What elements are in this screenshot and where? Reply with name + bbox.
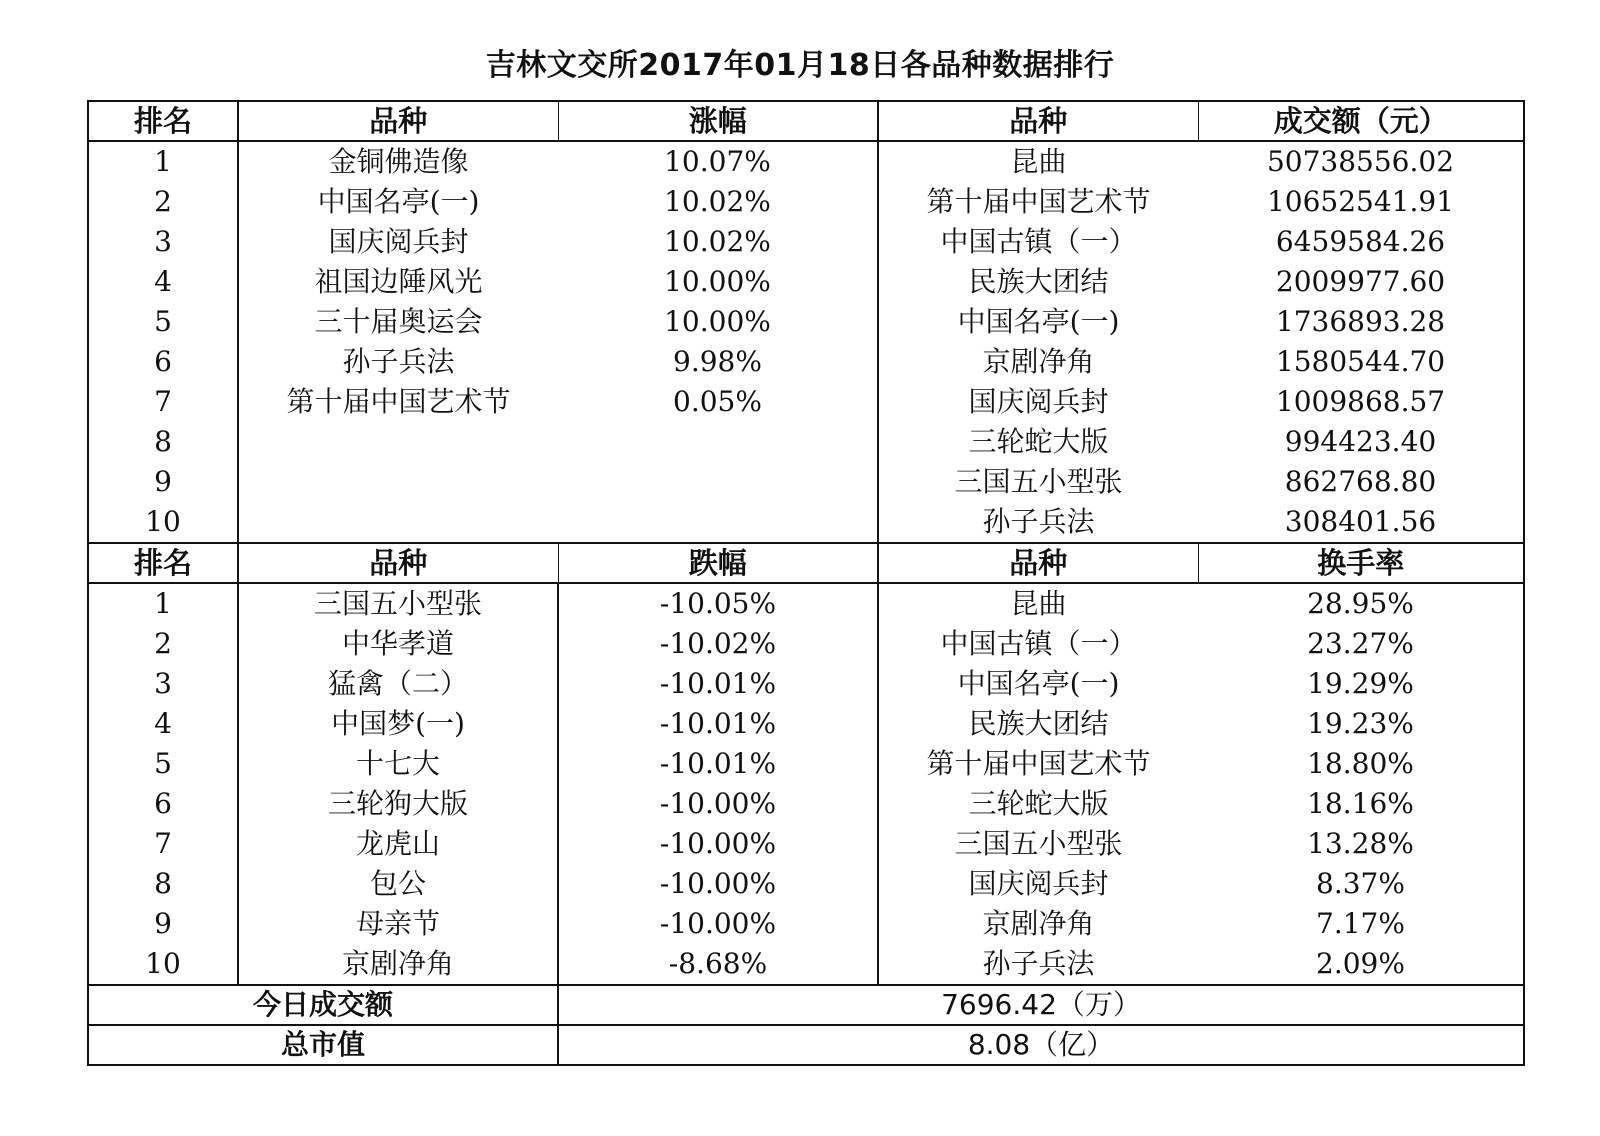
rank-cell: 10	[145, 505, 181, 538]
volume-name-cell: 第十届中国艺术节	[878, 182, 1198, 222]
gain-name-cell	[238, 462, 558, 502]
page-title: 吉林文交所2017年01月18日各品种数据排行	[485, 48, 1115, 83]
header-loss-pct: 跌幅	[558, 543, 878, 583]
table-row	[88, 262, 1524, 302]
volume-name-cell: 昆曲	[878, 141, 1198, 182]
table-row	[88, 824, 1524, 864]
footer-market-cap-row	[88, 1025, 1524, 1065]
turnover-name-cell: 国庆阅兵封	[878, 864, 1198, 904]
volume-amount-cell: 1009868.57	[1275, 385, 1446, 418]
volume-amount-cell: 50738556.02	[1266, 145, 1455, 178]
volume-amount-cell: 10652541.91	[1266, 185, 1455, 218]
gain-pct-cell: 10.00%	[664, 305, 771, 338]
volume-name-cell: 国庆阅兵封	[878, 382, 1198, 422]
rank-cell: 5	[154, 747, 172, 780]
gain-name-cell: 三十届奥运会	[238, 302, 558, 342]
table-row	[88, 664, 1524, 704]
footer-section	[88, 985, 1524, 1065]
loss-pct-cell: -10.01%	[558, 664, 878, 704]
gain-pct-cell: 10.07%	[664, 145, 771, 178]
rank-cell: 3	[154, 225, 172, 258]
loss-pct-cell: -10.00%	[558, 864, 878, 904]
loss-pct-cell: -10.00%	[558, 824, 878, 864]
table-row	[88, 382, 1524, 422]
table-row	[88, 944, 1524, 985]
table-row	[88, 583, 1524, 624]
turnover-name-cell: 民族大团结	[878, 704, 1198, 744]
loss-pct-cell: -10.00%	[558, 904, 878, 944]
volume-amount-cell: 6459584.26	[1275, 225, 1446, 258]
rank-cell: 1	[154, 145, 172, 178]
rank-cell: 4	[154, 265, 172, 298]
loss-name-cell: 三国五小型张	[238, 583, 558, 624]
volume-name-cell: 中国名亭(一)	[878, 302, 1198, 342]
loss-name-cell: 中国梦(一)	[238, 704, 558, 744]
gain-name-cell	[238, 502, 558, 543]
turnover-rate-cell: 2.09%	[1316, 947, 1405, 980]
ranking-table	[87, 100, 1525, 1066]
volume-amount-cell: 862768.80	[1284, 465, 1437, 498]
table-row	[88, 462, 1524, 502]
table-row	[88, 784, 1524, 824]
loss-name-cell: 三轮狗大版	[238, 784, 558, 824]
rank-cell: 7	[154, 385, 172, 418]
volume-name-cell: 三轮蛇大版	[878, 422, 1198, 462]
gain-pct-cell	[558, 462, 878, 502]
volume-name-cell: 三国五小型张	[878, 462, 1198, 502]
turnover-rate-cell: 18.16%	[1307, 787, 1414, 820]
bottom-header-row	[88, 543, 1524, 583]
turnover-rate-cell: 13.28%	[1307, 827, 1414, 860]
market-cap-value: 8.08（亿）	[558, 1025, 1524, 1065]
rank-cell: 5	[154, 305, 172, 338]
table-row	[88, 744, 1524, 784]
header-turnover-name: 品种	[878, 543, 1198, 583]
today-turnover-label: 今日成交额	[88, 985, 558, 1025]
rank-cell: 7	[154, 827, 172, 860]
volume-amount-cell: 308401.56	[1284, 505, 1437, 538]
today-turnover-value: 7696.42（万）	[558, 985, 1524, 1025]
header-gain-name: 品种	[238, 101, 558, 141]
turnover-name-cell: 昆曲	[878, 583, 1198, 624]
rank-cell: 6	[154, 787, 172, 820]
turnover-name-cell: 中国古镇（一）	[878, 624, 1198, 664]
loss-pct-cell: -8.68%	[558, 944, 878, 985]
top-section	[88, 101, 1524, 543]
loss-pct-cell: -10.01%	[558, 704, 878, 744]
rank-cell: 9	[154, 465, 172, 498]
header-turnover-rate: 换手率	[1198, 543, 1524, 583]
loss-name-cell: 母亲节	[238, 904, 558, 944]
rank-cell: 3	[154, 667, 172, 700]
table-row	[88, 864, 1524, 904]
table-row	[88, 904, 1524, 944]
loss-name-cell: 猛禽（二）	[238, 664, 558, 704]
turnover-name-cell: 第十届中国艺术节	[878, 744, 1198, 784]
gain-pct-cell	[558, 422, 878, 462]
turnover-rate-cell: 19.29%	[1307, 667, 1414, 700]
table-row	[88, 342, 1524, 382]
turnover-rate-cell: 28.95%	[1307, 587, 1414, 620]
volume-amount-cell: 2009977.60	[1275, 265, 1446, 298]
loss-name-cell: 龙虎山	[238, 824, 558, 864]
table-row	[88, 141, 1524, 182]
turnover-rate-cell: 23.27%	[1307, 627, 1414, 660]
rank-cell: 8	[154, 425, 172, 458]
loss-pct-cell: -10.00%	[558, 784, 878, 824]
rank-cell: 10	[145, 947, 181, 980]
loss-pct-cell: -10.01%	[558, 744, 878, 784]
volume-amount-cell: 1580544.70	[1275, 345, 1446, 378]
rank-cell: 8	[154, 867, 172, 900]
turnover-rate-cell: 8.37%	[1316, 867, 1405, 900]
rank-cell: 6	[154, 345, 172, 378]
rank-cell: 1	[154, 587, 172, 620]
turnover-name-cell: 京剧净角	[878, 904, 1198, 944]
gain-pct-cell: 9.98%	[673, 345, 762, 378]
volume-amount-cell: 994423.40	[1284, 425, 1437, 458]
table-row	[88, 182, 1524, 222]
volume-name-cell: 京剧净角	[878, 342, 1198, 382]
turnover-name-cell: 中国名亭(一)	[878, 664, 1198, 704]
loss-pct-cell: -10.05%	[558, 583, 878, 624]
loss-name-cell: 包公	[238, 864, 558, 904]
rank-cell: 2	[154, 627, 172, 660]
table-row	[88, 302, 1524, 342]
header-rank: 排名	[88, 101, 238, 141]
table-row	[88, 704, 1524, 744]
turnover-name-cell: 三轮蛇大版	[878, 784, 1198, 824]
bottom-section	[88, 543, 1524, 985]
gain-name-cell: 孙子兵法	[238, 342, 558, 382]
header-gain-pct: 涨幅	[558, 101, 878, 141]
turnover-rate-cell: 18.80%	[1307, 747, 1414, 780]
gain-name-cell	[238, 422, 558, 462]
turnover-rate-cell: 19.23%	[1307, 707, 1414, 740]
gain-name-cell: 祖国边陲风光	[238, 262, 558, 302]
header-rank: 排名	[88, 543, 238, 583]
volume-name-cell: 孙子兵法	[878, 502, 1198, 543]
gain-name-cell: 中国名亭(一)	[238, 182, 558, 222]
header-volume-name: 品种	[878, 101, 1198, 141]
loss-name-cell: 中华孝道	[238, 624, 558, 664]
header-loss-name: 品种	[238, 543, 558, 583]
gain-pct-cell: 10.02%	[664, 225, 771, 258]
volume-amount-cell: 1736893.28	[1275, 305, 1446, 338]
market-cap-label: 总市值	[88, 1025, 558, 1065]
turnover-name-cell: 孙子兵法	[878, 944, 1198, 985]
loss-name-cell: 十七大	[238, 744, 558, 784]
table-row	[88, 624, 1524, 664]
table-row	[88, 502, 1524, 543]
rank-cell: 2	[154, 185, 172, 218]
footer-turnover-row	[88, 985, 1524, 1025]
table-row	[88, 222, 1524, 262]
volume-name-cell: 中国古镇（一）	[878, 222, 1198, 262]
turnover-name-cell: 三国五小型张	[878, 824, 1198, 864]
table-row	[88, 422, 1524, 462]
gain-name-cell: 国庆阅兵封	[238, 222, 558, 262]
rank-cell: 9	[154, 907, 172, 940]
rank-cell: 4	[154, 707, 172, 740]
gain-pct-cell: 0.05%	[673, 385, 762, 418]
gain-name-cell: 金铜佛造像	[238, 141, 558, 182]
gain-pct-cell: 10.00%	[664, 265, 771, 298]
gain-name-cell: 第十届中国艺术节	[238, 382, 558, 422]
gain-pct-cell	[558, 502, 878, 543]
gain-pct-cell: 10.02%	[664, 185, 771, 218]
loss-name-cell: 京剧净角	[238, 944, 558, 985]
loss-pct-cell: -10.02%	[558, 624, 878, 664]
turnover-rate-cell: 7.17%	[1316, 907, 1405, 940]
top-header-row	[88, 101, 1524, 141]
header-volume-amount: 成交额（元）	[1198, 101, 1524, 141]
volume-name-cell: 民族大团结	[878, 262, 1198, 302]
